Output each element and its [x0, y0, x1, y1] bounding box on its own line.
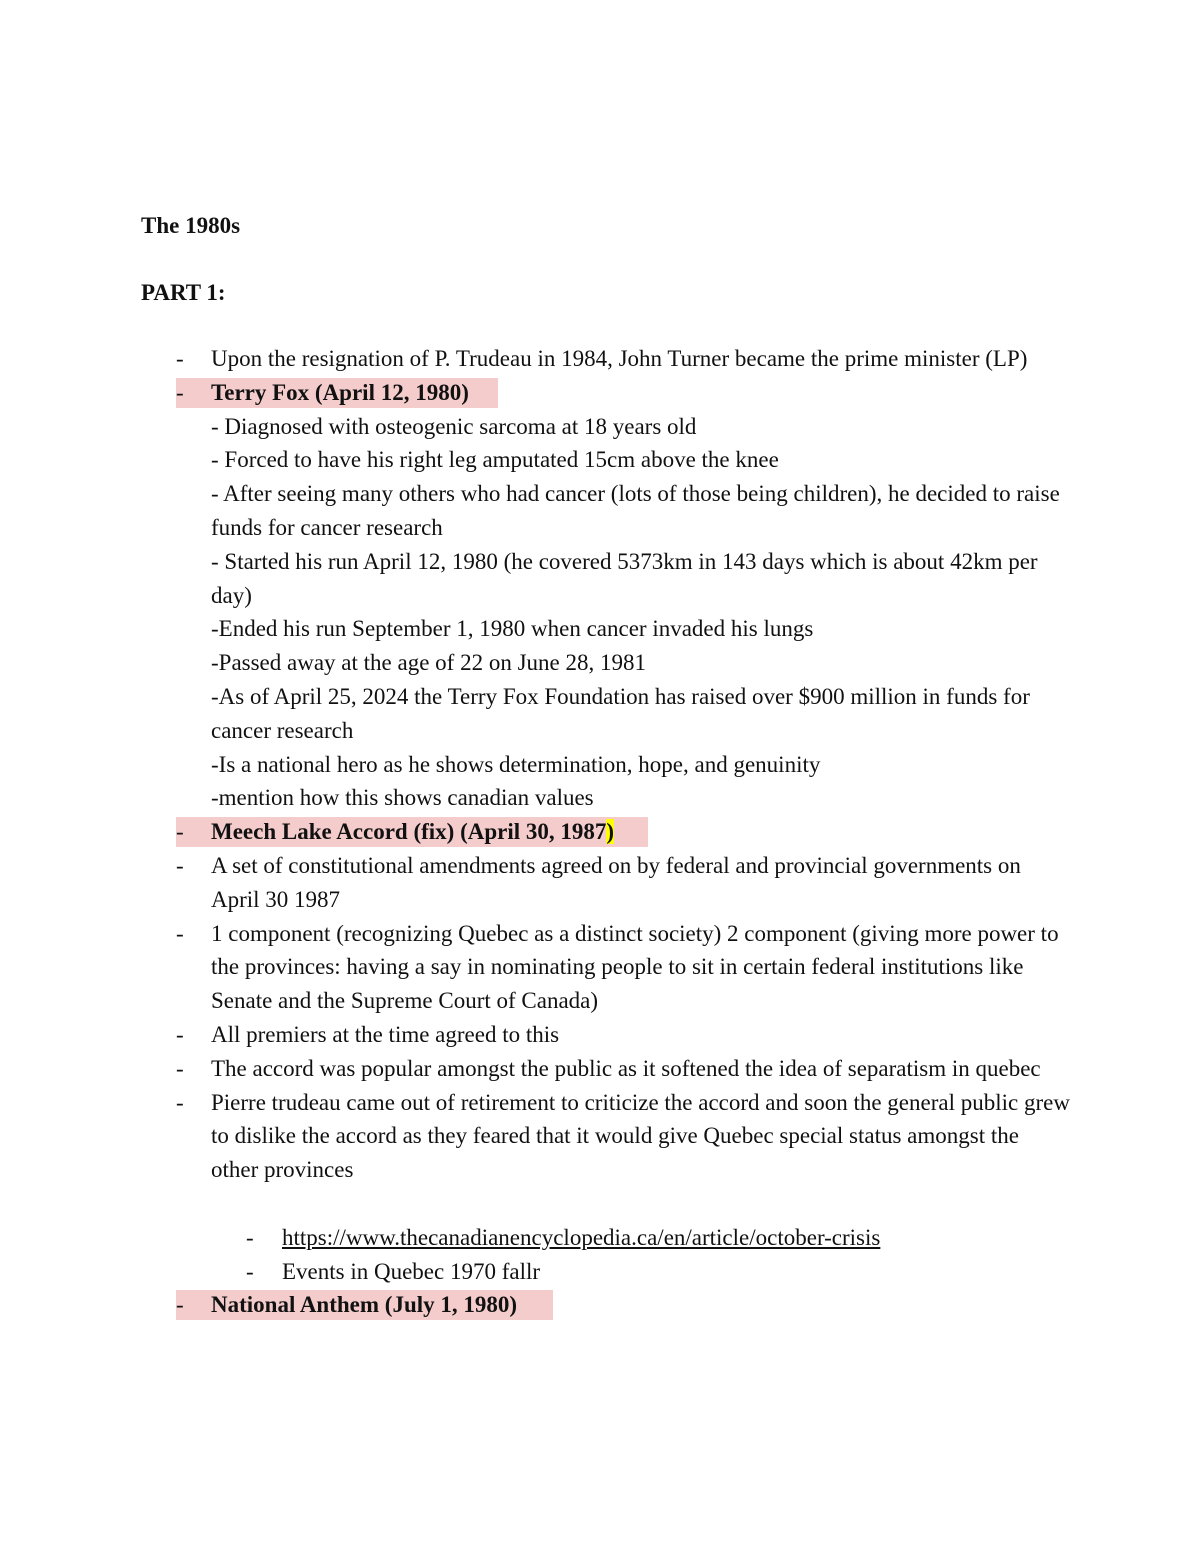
- bullet-text: Upon the resignation of P. Trudeau in 1984, John Turner became the prime minister (LP): [211, 346, 1028, 371]
- note-line: - After seeing many others who had cancer (lots of those being children), he decided to raise funds for cancer research: [211, 481, 1060, 540]
- note-line: -As of April 25, 2024 the Terry Fox Foundation has raised over $900 million in funds for cancer research: [211, 683, 1030, 743]
- list-item: [0, 1221, 1200, 1255]
- bullet-dash: -: [176, 819, 184, 845]
- bullet-dash: -: [176, 346, 184, 371]
- note-line: - Diagnosed with osteogenic sarcoma at 18 years old: [211, 413, 697, 439]
- part-heading: PART 1:: [141, 280, 226, 305]
- note-line: -Ended his run September 1, 1980 when cancer invaded his lungs: [211, 616, 814, 642]
- bullet-dash: -: [176, 1055, 184, 1081]
- bullet-dash: -: [176, 1089, 184, 1115]
- bullet-text: All premiers at the time agreed to this: [211, 1021, 560, 1047]
- list-item: [0, 680, 1200, 748]
- heading-text-end: ): [606, 819, 615, 845]
- document-title: The 1980s: [141, 213, 241, 238]
- section-heading-meech-lake: [0, 815, 1200, 849]
- list-item: [0, 477, 1200, 545]
- bullet-dash: -: [246, 1224, 254, 1250]
- list-item: [0, 443, 1200, 477]
- bullet-text: The accord was popular amongst the public as it softened the idea of separatism in quebec: [211, 1055, 1041, 1081]
- note-line: -Is a national hero as he shows determination, hope, and genuinity: [211, 751, 821, 777]
- heading-text: Terry Fox (April 12, 1980): [211, 379, 469, 405]
- list-item: [0, 342, 1200, 376]
- heading-text-main: Meech Lake Accord (fix) (April 30, 1987: [211, 819, 607, 845]
- list-item: [0, 849, 1200, 917]
- bullet-text: A set of constitutional amendments agreed on by federal and provincial governments on April 30 1987: [211, 852, 1021, 912]
- list-item: [0, 781, 1200, 815]
- heading-text: National Anthem (July 1, 1980): [211, 1292, 518, 1318]
- list-item: [0, 545, 1200, 613]
- blank-line: [0, 1187, 1200, 1221]
- heading-text: [211, 815, 1071, 849]
- list-item: [0, 748, 1200, 782]
- bullet-text: Pierre trudeau came out of retirement to criticize the accord and soon the general public grew to dislike the accord as they feared that it would give Quebec special status amongst the other provinces: [211, 1089, 1070, 1183]
- bullet-dash: -: [176, 920, 184, 946]
- note-line: - Started his run April 12, 1980 (he covered 5373km in 143 days which is about 42km per day): [211, 548, 1038, 608]
- list-item: [0, 1018, 1200, 1052]
- bullet-dash: -: [176, 852, 184, 878]
- list-item: [0, 410, 1200, 444]
- bullet-dash: -: [176, 1021, 184, 1047]
- list-item: [0, 1086, 1200, 1187]
- note-line: -Passed away at the age of 22 on June 28, 1981: [211, 650, 646, 676]
- bullet-dash: -: [176, 1292, 184, 1318]
- list-item: [0, 917, 1200, 1018]
- encyclopedia-link[interactable]: https://www.thecanadianencyclopedia.ca/en/article/october-crisis: [282, 1224, 881, 1250]
- note-line: -mention how this shows canadian values: [211, 785, 594, 811]
- list-item: [0, 1052, 1200, 1086]
- note-line: - Forced to have his right leg amputated 15cm above the knee: [211, 447, 779, 473]
- bullet-dash: -: [176, 379, 184, 405]
- bullet-text: 1 component (recognizing Quebec as a distinct society) 2 component (giving more power to the provinces: having a say in nominating people to sit in certain federal institutions like Senate and the Supreme Court of Canada): [211, 920, 1059, 1014]
- bullet-text: Events in Quebec 1970 fallr: [282, 1258, 541, 1284]
- bullet-dash: -: [246, 1258, 254, 1284]
- list-item: [0, 1255, 1200, 1289]
- notes-body: [0, 342, 1200, 1322]
- section-heading-national-anthem: [0, 1288, 1200, 1322]
- list-item: [0, 612, 1200, 646]
- link-line: [282, 1221, 1082, 1255]
- section-heading-terry-fox: [0, 376, 1200, 410]
- list-item: [0, 646, 1200, 680]
